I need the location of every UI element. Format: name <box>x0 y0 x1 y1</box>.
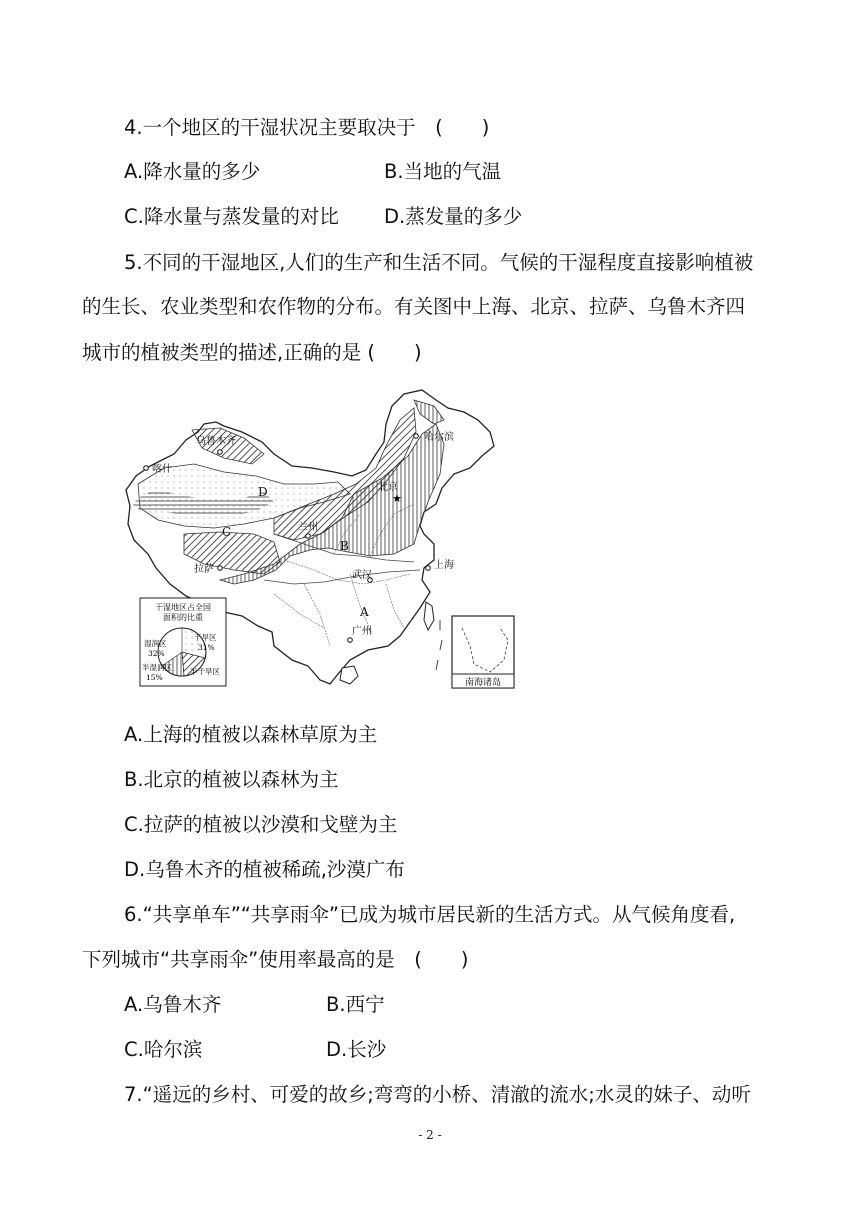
legend-semi-arid: 半干旱区 <box>190 667 220 676</box>
q6-option-c: C.哈尔滨 <box>124 1038 203 1061</box>
region-letter-c: C <box>222 525 232 539</box>
beijing-star: ★ <box>392 492 402 505</box>
legend-semi-humid-pct: 15% <box>146 673 163 682</box>
label-guangzhou: 广州 <box>352 626 372 637</box>
q5-stem-line-1: 5.不同的干湿地区,人们的生产和生活不同。气候的干湿程度直接影响植被 <box>124 251 754 274</box>
lanzhou-marker <box>306 534 311 539</box>
legend-title-line-2: 面积的比重 <box>163 613 203 622</box>
q4-option-c: C.降水量与蒸发量的对比 <box>124 205 339 228</box>
label-lanzhou: 兰州 <box>298 522 318 533</box>
legend-arid-pct: 31% <box>198 643 215 652</box>
label-shanghai: 上海 <box>434 560 454 571</box>
region-letter-a: A <box>360 605 369 619</box>
legend-title-line-1: 干湿地区占全国 <box>155 603 211 612</box>
q4-option-a: A.降水量的多少 <box>124 160 261 183</box>
q5-option-a: A.上海的植被以森林草原为主 <box>124 723 378 746</box>
legend-humid: 湿润区 <box>144 639 167 648</box>
q6-stem-line-2: 下列城市“共享雨伞”使用率最高的是 ( ) <box>82 948 469 971</box>
region-letter-d: D <box>258 485 268 499</box>
q5-stem-line-3: 城市的植被类型的描述,正确的是 ( ) <box>82 341 422 364</box>
shanghai-marker <box>426 566 431 571</box>
label-beijing: 北京 <box>378 482 398 493</box>
q6-option-a: A.乌鲁木齐 <box>124 993 222 1016</box>
q7-stem-line-1: 7.“遥远的乡村、可爱的故乡;弯弯的小桥、清澈的流水;水灵的妹子、动听 <box>124 1083 751 1106</box>
region-letter-b: B <box>340 539 349 553</box>
inset-label: 南海诸岛 <box>464 678 502 688</box>
legend-semi-humid: 半湿润区 <box>142 663 172 672</box>
q5-option-d: D.乌鲁木齐的植被稀疏,沙漠广布 <box>124 858 405 881</box>
sea-boundary-dashes <box>436 620 442 670</box>
q4-stem: 4.一个地区的干湿状况主要取决于 ( ) <box>124 116 490 139</box>
label-kashgar: 喀什 <box>152 464 172 475</box>
dry-wet-area-pie-legend <box>140 598 226 686</box>
hainan-island <box>340 666 358 684</box>
q5-stem-line-2: 的生长、农业类型和农作物的分布。有关图中上海、北京、拉萨、乌鲁木齐四 <box>82 295 746 318</box>
label-urumqi: 乌鲁木齐 <box>196 436 236 447</box>
china-dry-wet-regions-map <box>124 384 522 692</box>
q6-stem-line-1: 6.“共享单车”“共享雨伞”已成为城市居民新的生活方式。从气候角度看, <box>124 903 736 926</box>
q5-option-b: B.北京的植被以森林为主 <box>124 768 339 791</box>
q4-option-d: D.蒸发量的多少 <box>384 205 523 228</box>
lhasa-marker <box>218 566 223 571</box>
q4-option-b: B.当地的气温 <box>384 160 502 183</box>
q6-option-d: D.长沙 <box>326 1038 387 1061</box>
page-number: - 2 - <box>418 1128 442 1142</box>
legend-arid: 干旱区 <box>194 633 217 642</box>
q5-option-c: C.拉萨的植被以沙漠和戈壁为主 <box>124 813 398 836</box>
kashgar-marker <box>144 466 149 471</box>
urumqi-marker <box>218 450 223 455</box>
harbin-marker <box>414 434 419 439</box>
label-wuhan: 武汉 <box>352 570 372 581</box>
q6-option-b: B.西宁 <box>326 993 385 1016</box>
legend-humid-pct: 32% <box>148 649 165 658</box>
taiwan-island <box>424 602 434 630</box>
label-lhasa: 拉萨 <box>194 564 214 575</box>
label-harbin: 哈尔滨 <box>424 432 454 443</box>
guangzhou-marker <box>348 638 353 643</box>
south-china-sea-inset <box>452 616 514 688</box>
